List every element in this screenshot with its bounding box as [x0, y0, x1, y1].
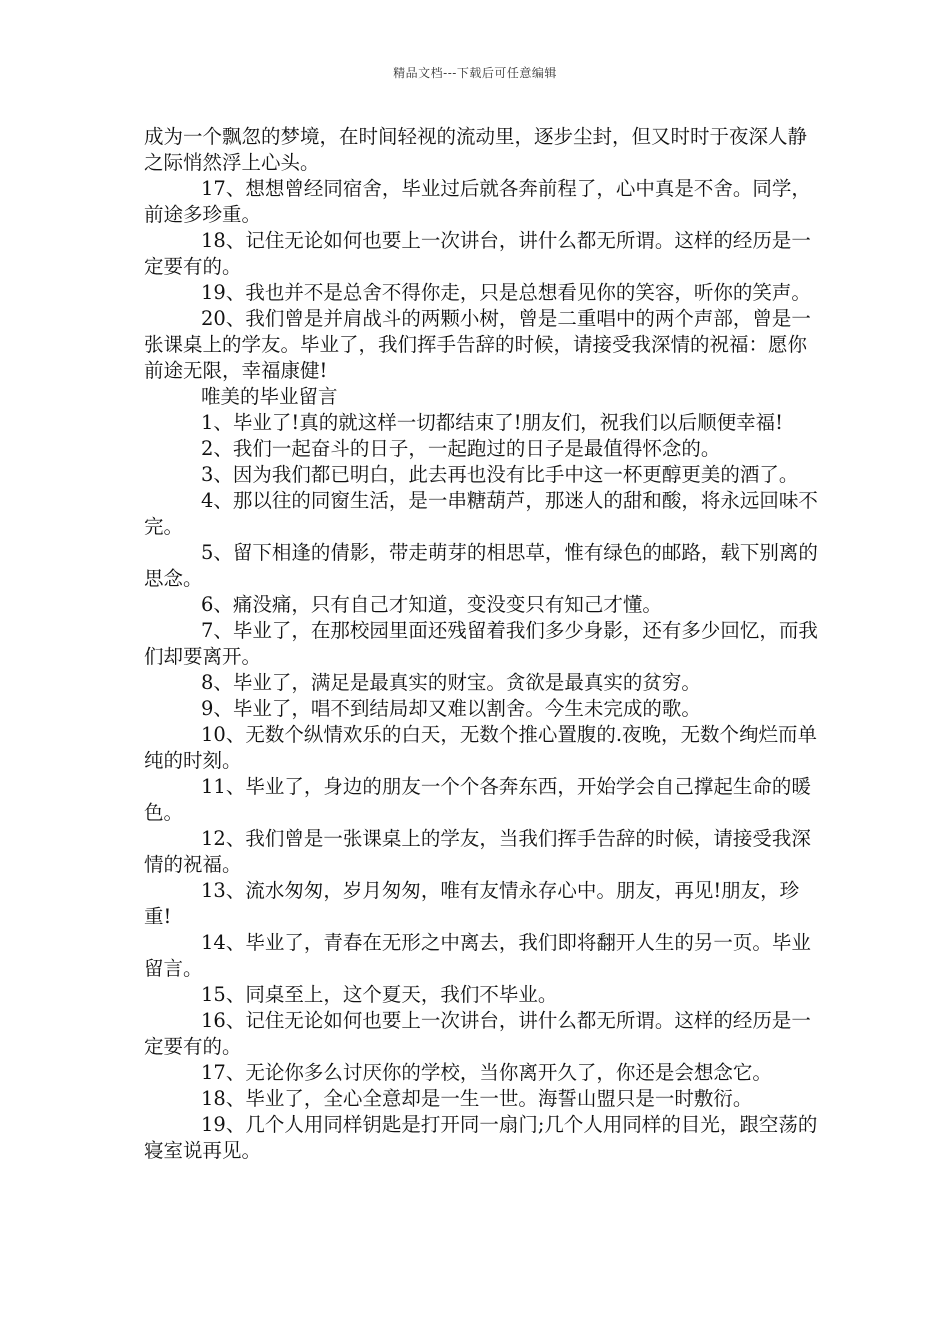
- paragraph: 4、那以往的同窗生活，是一串糖葫芦，那迷人的甜和酸，将永远回味不完。: [144, 489, 818, 538]
- paragraph: 14、毕业了，青春在无形之中离去，我们即将翻开人生的另一页。毕业留言。: [144, 931, 811, 980]
- paragraph: 18、毕业了，全心全意却是一生一世。海誓山盟只是一时敷衍。: [201, 1087, 753, 1110]
- paragraph: 成为一个飘忽的梦境，在时间轻视的流动里，逐步尘封，但又时时于夜深人静之际悄然浮上心头。: [144, 125, 808, 174]
- paragraph: 2、我们一起奋斗的日子，一起跑过的日子是最值得怀念的。: [201, 437, 721, 460]
- paragraph: 17、想想曾经同宿舍，毕业过后就各奔前程了，心中真是不舍。同学，前途多珍重。: [144, 177, 811, 226]
- paragraph: 9、毕业了，唱不到结局却又难以割舍。今生未完成的歌。: [201, 697, 701, 720]
- paragraph: 19、我也并不是总舍不得你走，只是总想看见你的笑容，听你的笑声。: [201, 281, 811, 304]
- paragraph: 19、几个人用同样钥匙是打开同一扇门;几个人用同样的目光，跟空荡的寝室说再见。: [144, 1113, 818, 1162]
- section-heading: 唯美的毕业留言: [201, 385, 338, 408]
- paragraph: 6、痛没痛，只有自己才知道，变没变只有知己才懂。: [201, 593, 662, 616]
- paragraph: 1、毕业了!真的就这样一切都结束了!朋友们，祝我们以后顺便幸福!: [201, 411, 783, 434]
- page-header: 精品文档---下载后可任意编辑: [393, 66, 557, 80]
- paragraph: 12、我们曾是一张课桌上的学友，当我们挥手告辞的时候，请接受我深情的祝福。: [144, 827, 811, 876]
- document-body: [144, 124, 824, 1164]
- paragraph: 10、无数个纵情欢乐的白天，无数个推心置腹的.夜晚，无数个绚烂而单纯的时刻。: [144, 723, 818, 772]
- paragraph: 20、我们曾是并肩战斗的两颗小树，曾是二重唱中的两个声部，曾是一张课桌上的学友。毕业了，我们挥手告辞的时候，请接受我深情的祝福：愿你前途无限，幸福康健!: [144, 307, 811, 382]
- paragraph: 17、无论你多么讨厌你的学校，当你离开久了，你还是会想念它。: [201, 1061, 772, 1084]
- paragraph: 16、记住无论如何也要上一次讲台，讲什么都无所谓。这样的经历是一定要有的。: [144, 1009, 811, 1058]
- paragraph: 5、留下相逢的倩影，带走萌芽的相思草，惟有绿色的邮路，载下别离的思念。: [144, 541, 818, 590]
- paragraph: 3、因为我们都已明白，此去再也没有比手中这一杯更醇更美的酒了。: [201, 463, 799, 486]
- paragraph: 18、记住无论如何也要上一次讲台，讲什么都无所谓。这样的经历是一定要有的。: [144, 229, 811, 278]
- paragraph: 13、流水匆匆，岁月匆匆，唯有友情永存心中。朋友，再见!朋友，珍重!: [144, 879, 800, 928]
- paragraph: 8、毕业了，满足是最真实的财宝。贪欲是最真实的贫穷。: [201, 671, 701, 694]
- paragraph: 7、毕业了，在那校园里面还残留着我们多少身影，还有多少回忆，而我们却要离开。: [144, 619, 818, 668]
- paragraph: 15、同桌至上，这个夏天，我们不毕业。: [201, 983, 558, 1006]
- paragraph: 11、毕业了，身边的朋友一个个各奔东西，开始学会自己撑起生命的暖色。: [144, 775, 811, 824]
